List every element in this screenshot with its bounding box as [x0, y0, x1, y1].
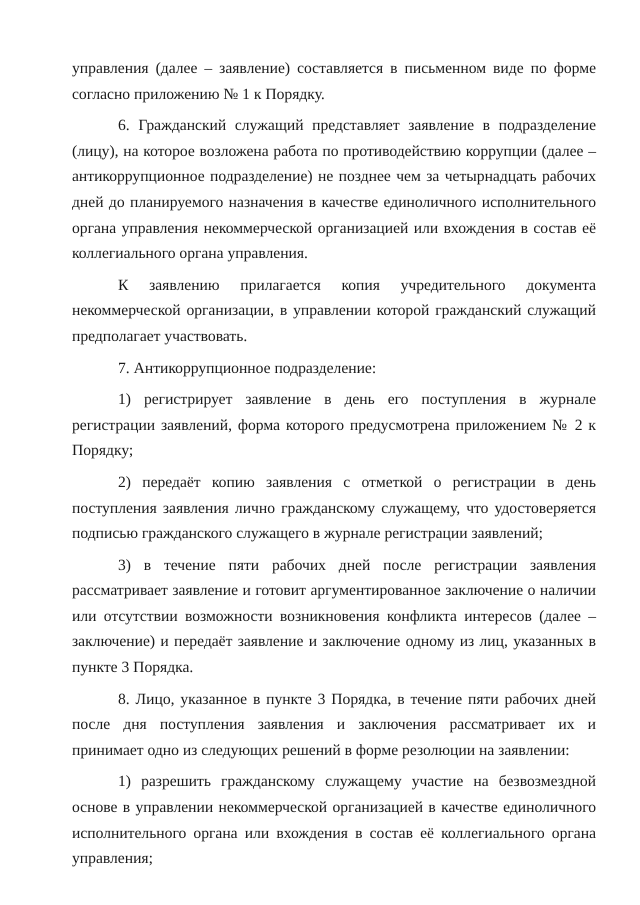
document-body — [72, 56, 596, 872]
paragraph-continuation: управления (далее – заявление) составляется в письменном виде по форме согласно приложению № 1 к Порядку. — [72, 60, 596, 103]
paragraph-item-7-2: 2) передаёт копию заявления с отметкой о регистрации в день поступления заявления лично гражданскому служащему, что удостоверяется подписью гражданского служащего в журнале регистрации заявлений; — [72, 473, 596, 543]
paragraph-item-8: 8. Лицо, указанное в пункте 3 Порядка, в течение пяти рабочих дней после дня поступления заявления и заключения рассматривает их и принимает одно из следующих решений в форме резолюции на заявлении: — [72, 690, 596, 759]
paragraph-item-6: 6. Гражданский служащий представляет заявление в подразделение (лицу), на которое возложена работа по противодействию коррупции (далее – антикоррупционное подразделение) не позднее чем за четырнадцать рабочих дней до планируемого назначения в качестве единоличного исполнительного органа управления некоммерческой организацией или вхождения в состав её коллегиального органа управления. — [72, 117, 596, 263]
paragraph-item-7-1: 1) регистрирует заявление в день его поступления в журнале регистрации заявлений, форма которого предусмотрена приложением № 2 к Порядку; — [72, 391, 596, 460]
paragraph-item-7: 7. Антикоррупционное подразделение: — [118, 359, 377, 377]
paragraph-item-7-3: 3) в течение пяти рабочих дней после регистрации заявления рассматривает заявление и готовит аргументированное заключение о наличии или отсутствии возможности возникновения конфликта интересов (далее – заключение) и передаёт заявление и заключение одному из лиц, указанных в пункте 3 Порядка. — [72, 556, 596, 677]
paragraph-attachment: К заявлению прилагается копия учредительного документа некоммерческой организации, в управлении которой гражданский служащий предполагает участвовать. — [72, 276, 596, 345]
paragraph-item-8-1: 1) разрешить гражданскому служащему участие на безвозмездной основе в управлении некоммерческой организацией в качестве единоличного исполнительного органа или вхождения в состав её коллегиального органа управления; — [72, 773, 596, 868]
